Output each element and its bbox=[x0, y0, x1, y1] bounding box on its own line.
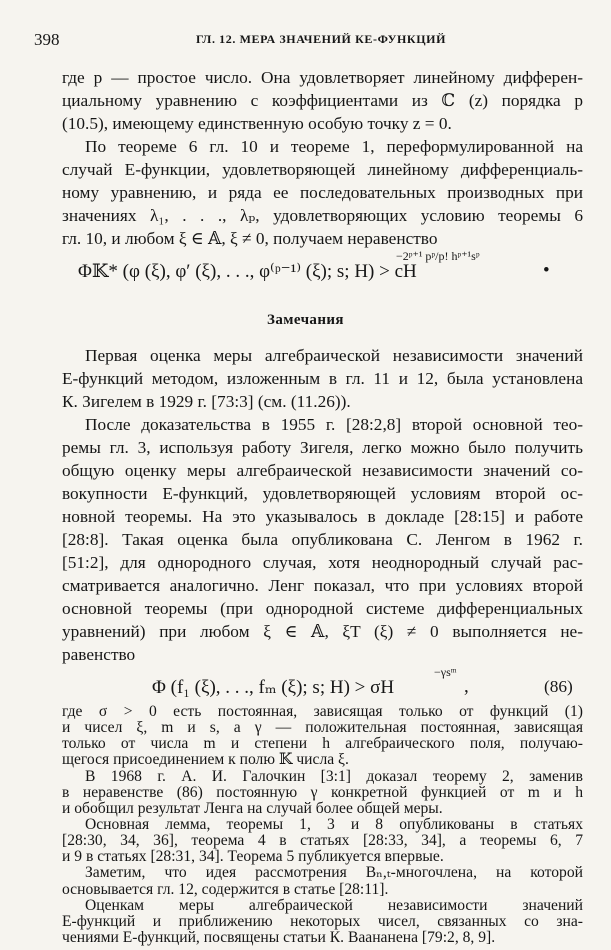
text-line: равенство bbox=[62, 645, 136, 664]
text-line: где p — простое число. Она удовлетворяет линейному дифферен- bbox=[62, 68, 583, 87]
text-line: (10.5), имеющему единственную особую точку z = 0. bbox=[62, 114, 452, 133]
text-line: общую оценку меры алгебраической независимости значений со- bbox=[62, 461, 583, 480]
text-line: [28:8]. Такая оценка была опубликована С. Ленгом в 1962 г. bbox=[62, 530, 583, 549]
page-header bbox=[34, 30, 580, 52]
formula-end-mark: , bbox=[464, 676, 469, 697]
text-line: E-функций и приближению некоторых чисел, связанных со зна- bbox=[62, 913, 583, 930]
text-line: основной теоремы (при однородной системе дифференциальных bbox=[62, 599, 583, 618]
text-line: где σ > 0 есть постоянная, зависящая только от функций (1) bbox=[62, 703, 583, 720]
text-line: Заметим, что идея рассмотрения Bₙ,ₜ-многочлена, на которой bbox=[85, 864, 583, 881]
text-line: случай E-функции, удовлетворяющей линейному дифференциаль- bbox=[62, 160, 583, 179]
text-line: в неравенстве (86) постоянную γ конкретной функцией от m и h bbox=[62, 784, 583, 801]
text-line: гл. 10, и любом ξ ∈ 𝔸, ξ ≠ 0, получаем неравенство bbox=[62, 229, 438, 248]
formula-main: Φ (f₁ (ξ), . . ., fₘ (ξ); s; H) > σH bbox=[152, 677, 395, 698]
text-line: щегося присоединением к полю 𝕂 числа ξ. bbox=[62, 751, 349, 768]
text-line: чениями E-функций, посвящены статьи К. Ваананена [79:2, 8, 9]. bbox=[62, 929, 496, 946]
text-line: уравнений) при любом ξ ∈ 𝔸, ξT (ξ) ≠ 0 выполняется не- bbox=[62, 622, 583, 641]
text-line: [28:30, 34, 36], теорема 4 в статьях [28:33, 34], а теоремы 6, 7 bbox=[62, 832, 583, 849]
formula-exponent: −γsᵐ bbox=[434, 665, 457, 679]
text-line: Первая оценка меры алгебраической независимости значений bbox=[85, 346, 583, 365]
formula-exponent: −2ᵖ⁺¹ pᵖ/p! hᵖ⁺¹sᵖ bbox=[396, 249, 480, 263]
page-number: 398 bbox=[34, 30, 60, 49]
formula-86 bbox=[152, 664, 482, 700]
text-line: циальному уравнению с коэффициентами из ℂ (z) порядка p bbox=[62, 91, 583, 110]
text-line: и чисел ξ, m и s, а γ — положительная постоянная, зависящая bbox=[62, 719, 583, 736]
text-line: основывается гл. 12, содержится в статье [28:11]. bbox=[62, 881, 389, 898]
text-line: По теореме 6 гл. 10 и теореме 1, переформулированной на bbox=[85, 137, 583, 156]
text-line: только от числа m и степени h алгебраического поля, получаю- bbox=[62, 735, 583, 752]
text-line: вокупности E-функций, удовлетворяющей условиям второй ос- bbox=[62, 484, 583, 503]
text-line: В 1968 г. А. И. Галочкин [3:1] доказал теорему 2, заменив bbox=[85, 768, 583, 785]
text-line: Оценкам меры алгебраической независимости значений bbox=[85, 897, 583, 914]
running-title: ГЛ. 12. МЕРА ЗНАЧЕНИЙ КЕ-ФУНКЦИЙ bbox=[196, 32, 447, 46]
section-heading: Замечания bbox=[267, 312, 344, 328]
text-line: Основная лемма, теоремы 1, 3 и 8 опубликованы в статьях bbox=[85, 816, 583, 833]
formula-phi-k bbox=[78, 246, 578, 286]
formula-end-mark: • bbox=[543, 260, 550, 281]
text-line: После доказательства в 1955 г. [28:2,8] второй основной тео- bbox=[85, 415, 583, 434]
text-line: [51:2], для однородного случая, хотя неоднородный случай рас- bbox=[62, 553, 583, 572]
text-line: ремы гл. 3, используя работу Зигеля, легко можно было получить bbox=[62, 438, 583, 457]
text-line: сматривается аналогично. Ленг показал, что при условиях второй bbox=[62, 576, 583, 595]
text-line: и 9 в статьях [28:31, 34]. Теорема 5 публикуется впервые. bbox=[62, 848, 444, 865]
equation-number: (86) bbox=[544, 677, 573, 696]
text-line: К. Зигелем в 1929 г. [73:3] (см. (11.26)). bbox=[62, 392, 351, 411]
formula-main: Φ𝕂* (φ (ξ), φ′ (ξ), . . ., φ⁽ᵖ⁻¹⁾ (ξ); s; H) > cH bbox=[78, 261, 417, 282]
text-line: значениях λ₁, . . ., λₚ, удовлетворяющих условию теоремы 6 bbox=[62, 206, 583, 225]
text-line: ному уравнению, и ряда ее последовательных производных при bbox=[62, 183, 583, 202]
text-line: и обобщил результат Ленга на случай более общей меры. bbox=[62, 800, 443, 817]
text-line: новной теоремы. На это указывалось в докладе [28:15] и работе bbox=[62, 507, 583, 526]
text-line: E-функций методом, изложенным в гл. 11 и 12, была установлена bbox=[62, 369, 583, 388]
